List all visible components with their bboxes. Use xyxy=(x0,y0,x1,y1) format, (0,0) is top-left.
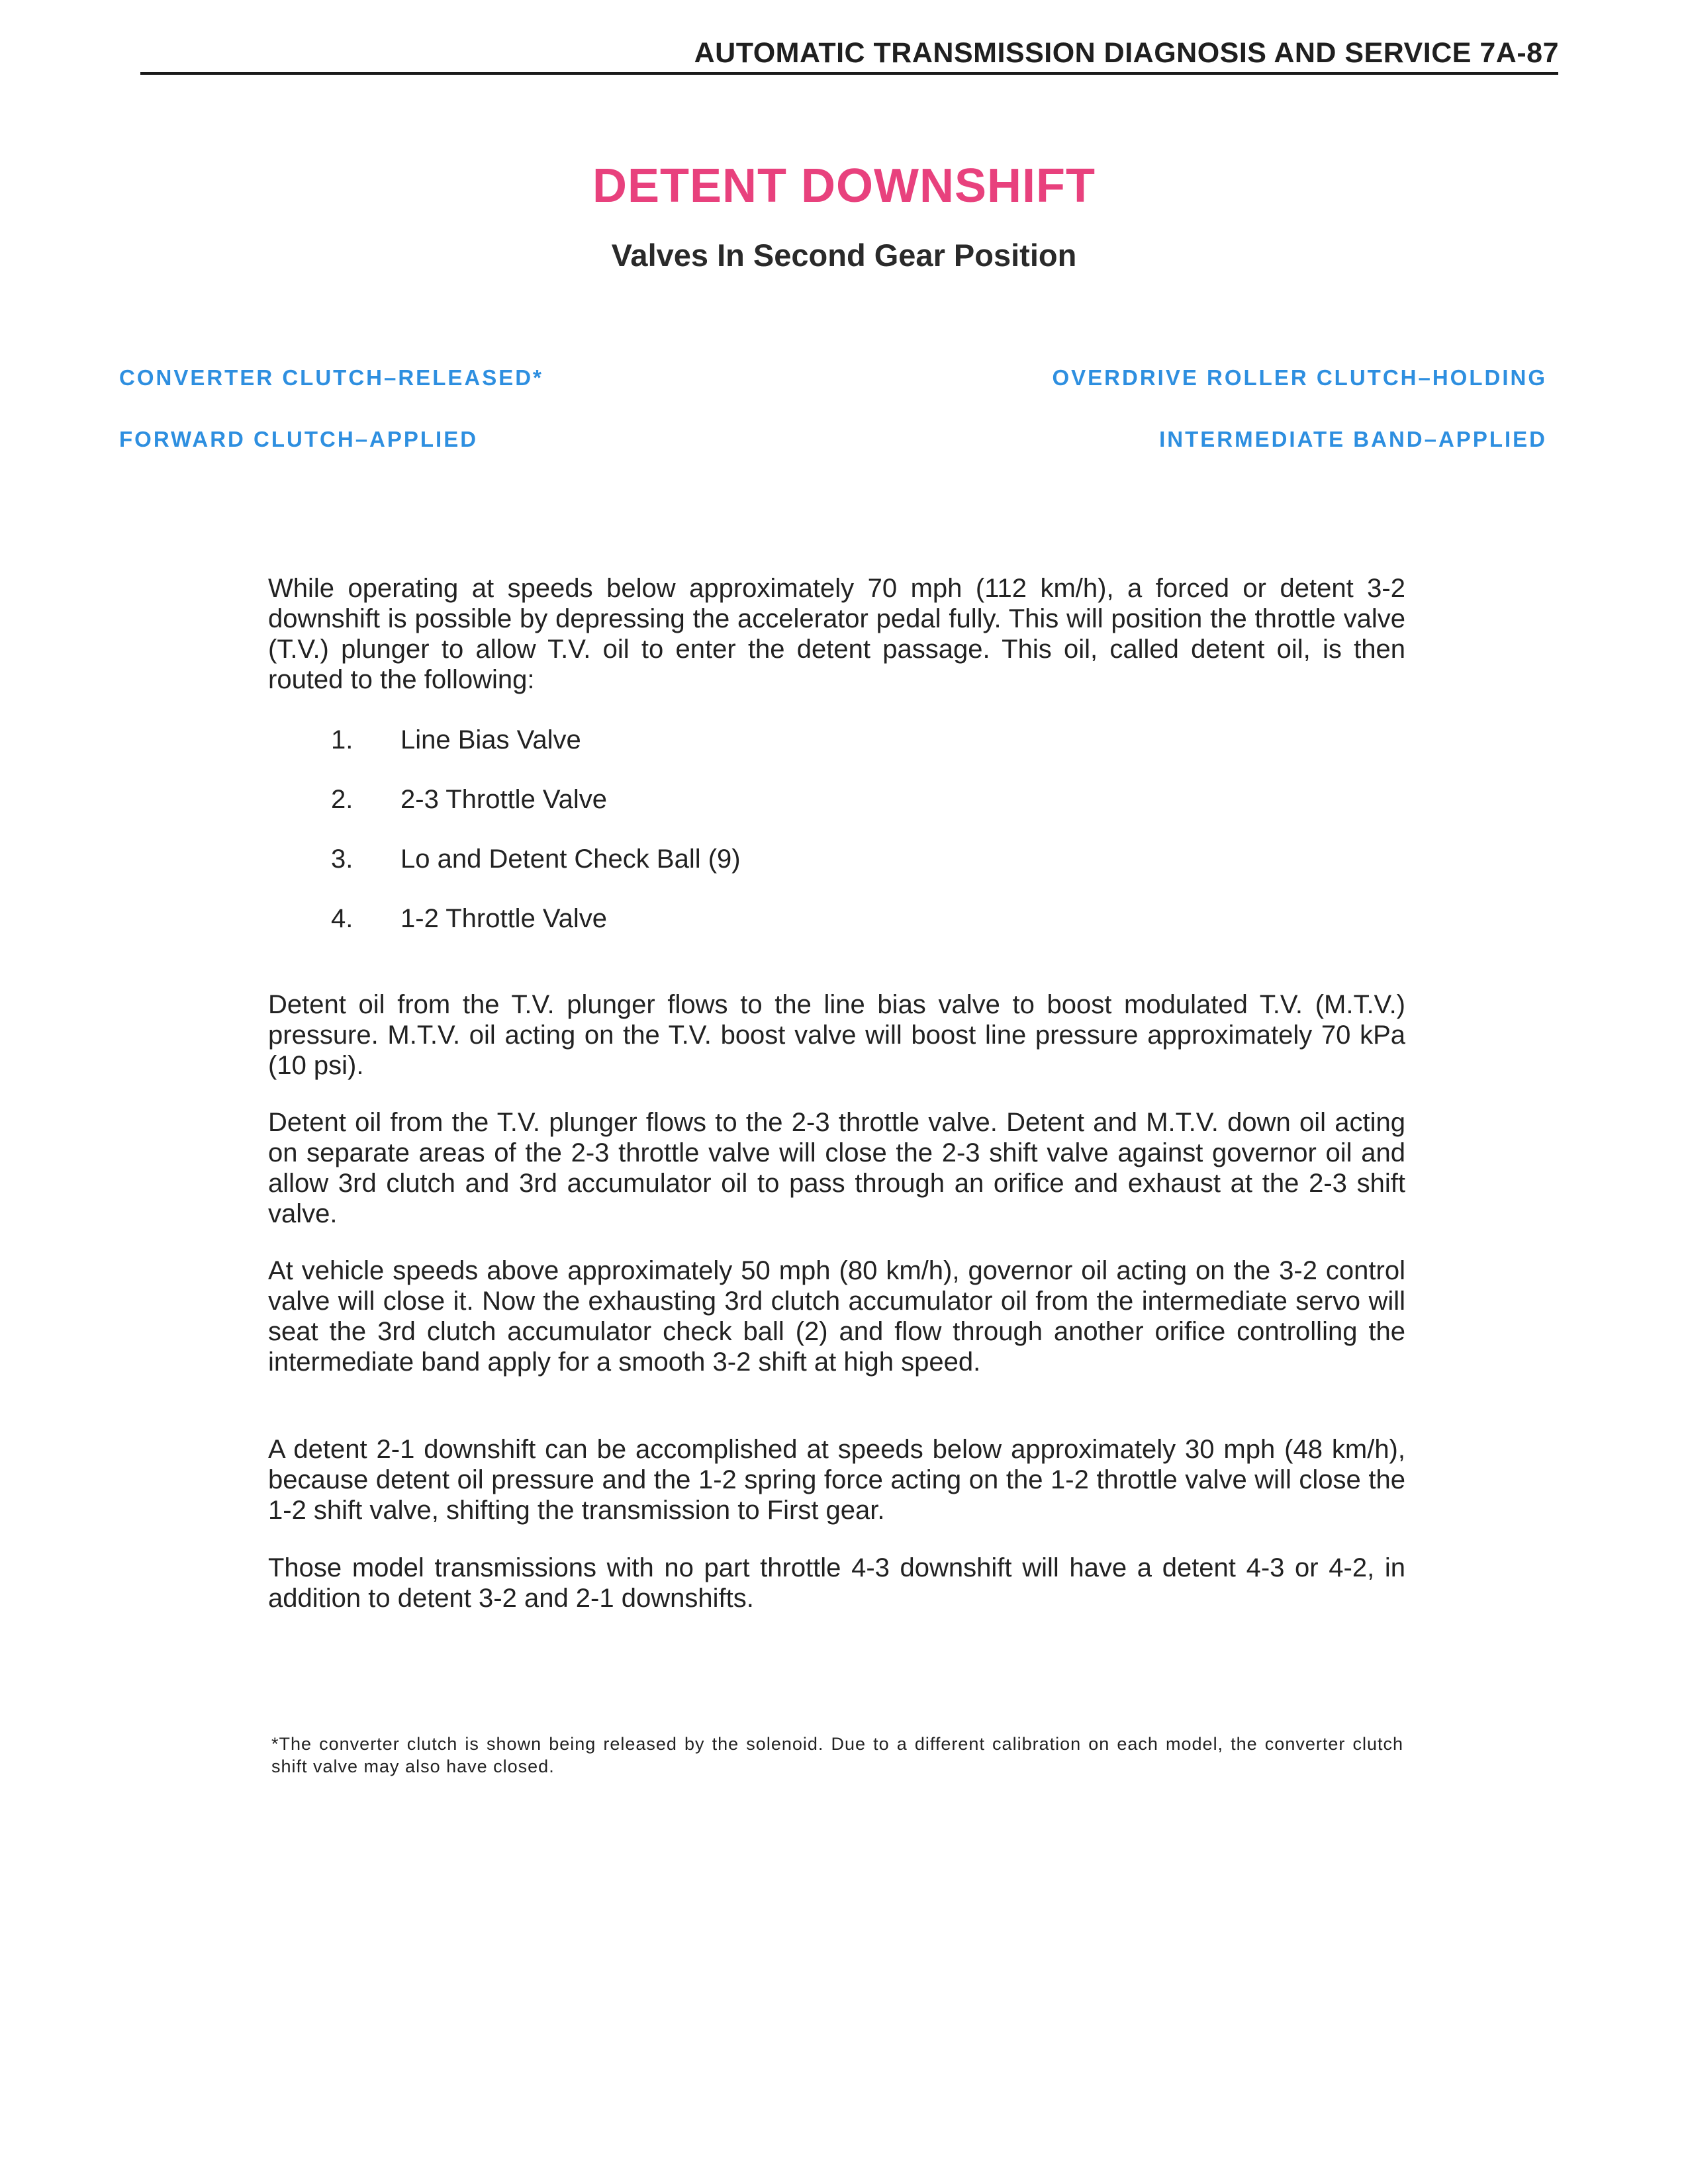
footnote: *The converter clutch is shown being released by the solenoid. Due to a different calibration on each model, the converter clutch shift valve may also have closed. xyxy=(271,1734,1403,1776)
status-converter-clutch: CONVERTER CLUTCH–RELEASED* xyxy=(119,365,543,390)
header-rule xyxy=(140,72,1558,75)
list-item xyxy=(331,844,741,903)
list-item-number: 2. xyxy=(331,785,353,814)
list-item-text: Line Bias Valve xyxy=(400,725,581,754)
list-item-text: Lo and Detent Check Ball (9) xyxy=(400,844,741,874)
paragraph-3-2-control: At vehicle speeds above approximately 50 mph (80 km/h), governor oil acting on the 3-2 control valve will close it. Now the exhausting 3rd clutch accumulator oil from the intermediate servo will seat the 3rd clutch accumulator check ball (2) and flow through another orifice controlling the intermediate band apply for a smooth 3-2 shift at high speed. xyxy=(268,1256,1405,1377)
status-overdrive-roller-clutch: OVERDRIVE ROLLER CLUTCH–HOLDING xyxy=(1052,365,1547,390)
list-item xyxy=(331,725,741,784)
paragraph-2-3-throttle: Detent oil from the T.V. plunger flows to the 2-3 throttle valve. Detent and M.T.V. down oil acting on separate areas of the 2-3 throttle valve will close the 2-3 shift valve against governor oil and allow 3rd clutch and 3rd accumulator oil to pass through an orifice and exhaust at the 2-3 shift valve. xyxy=(268,1108,1405,1228)
status-forward-clutch: FORWARD CLUTCH–APPLIED xyxy=(119,427,479,451)
running-header: AUTOMATIC TRANSMISSION DIAGNOSIS AND SERVICE 7A-87 xyxy=(694,37,1559,69)
list-item xyxy=(331,903,741,963)
list-item-text: 1-2 Throttle Valve xyxy=(400,904,608,933)
list-item xyxy=(331,784,741,844)
list-item-number: 1. xyxy=(331,725,353,754)
page-subtitle: Valves In Second Gear Position xyxy=(611,238,1077,273)
list-item-number: 4. xyxy=(331,904,353,933)
paragraph-4-3-downshift: Those model transmissions with no part throttle 4-3 downshift will have a detent 4-3 or 4-2, in addition to detent 3-2 and 2-1 downshifts. xyxy=(268,1553,1405,1613)
list-item-text: 2-3 Throttle Valve xyxy=(400,785,608,814)
detent-oil-destinations-list xyxy=(331,725,741,963)
page-title: DETENT DOWNSHIFT xyxy=(592,159,1096,212)
paragraph-2-1-downshift: A detent 2-1 downshift can be accomplished at speeds below approximately 30 mph (48 km/h), because detent oil pressure and the 1-2 spring force acting on the 1-2 throttle valve will close the 1-2 shift valve, shifting the transmission to First gear. xyxy=(268,1435,1405,1525)
list-item-number: 3. xyxy=(331,844,353,874)
status-intermediate-band: INTERMEDIATE BAND–APPLIED xyxy=(1159,427,1547,451)
paragraph-line-bias: Detent oil from the T.V. plunger flows to the line bias valve to boost modulated T.V. (M.T.V.) pressure. M.T.V. oil acting on the T.V. boost valve will boost line pressure approximately 70 kPa (10 psi). xyxy=(268,990,1405,1080)
intro-paragraph: While operating at speeds below approximately 70 mph (112 km/h), a forced or detent 3-2 downshift is possible by depressing the accelerator pedal fully. This will position the throttle valve (T.V.) plunger to allow T.V. oil to enter the detent passage. This oil, called detent oil, is then routed to the following: xyxy=(268,574,1405,694)
